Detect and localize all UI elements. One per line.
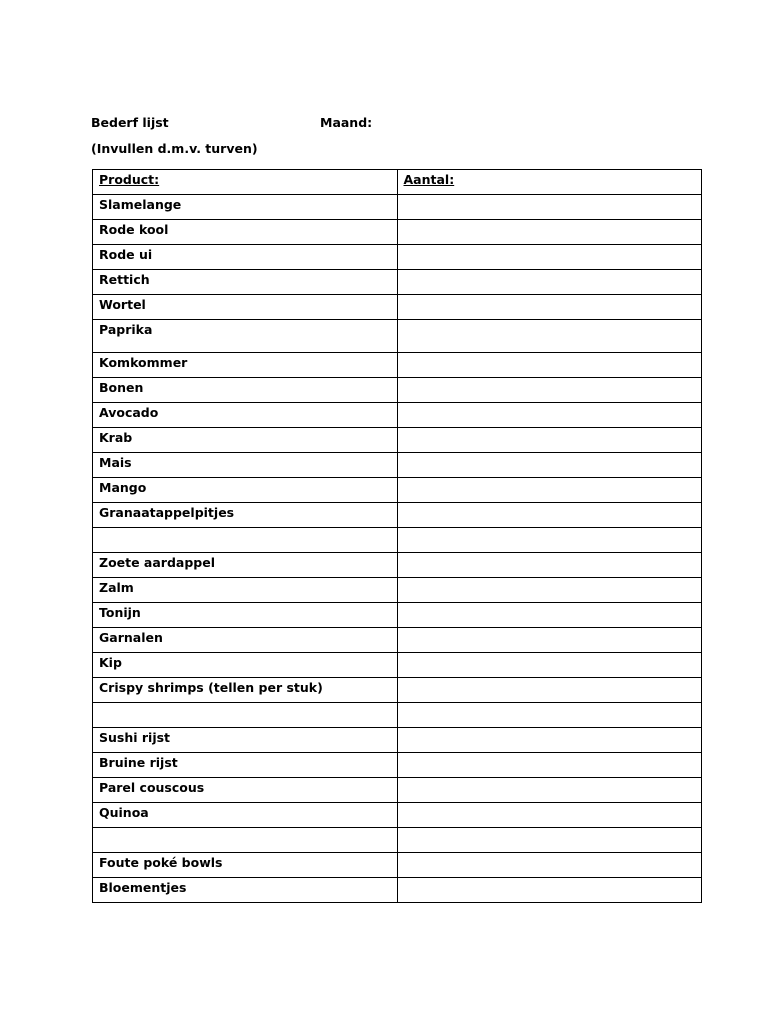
product-cell: Zalm — [93, 578, 398, 603]
amount-cell[interactable] — [397, 703, 702, 728]
product-cell: Garnalen — [93, 628, 398, 653]
product-cell: Komkommer — [93, 353, 398, 378]
product-cell: Rode ui — [93, 245, 398, 270]
amount-cell[interactable] — [397, 553, 702, 578]
amount-cell[interactable] — [397, 295, 702, 320]
table-row — [93, 778, 702, 803]
table-row — [93, 753, 702, 778]
table-row — [93, 428, 702, 453]
amount-cell[interactable] — [397, 195, 702, 220]
product-cell — [93, 828, 398, 853]
amount-cell[interactable] — [397, 578, 702, 603]
instruction-text: (Invullen d.m.v. turven) — [91, 141, 258, 156]
table-row — [93, 220, 702, 245]
amount-cell[interactable] — [397, 778, 702, 803]
amount-cell[interactable] — [397, 428, 702, 453]
product-cell: Quinoa — [93, 803, 398, 828]
amount-cell[interactable] — [397, 453, 702, 478]
product-cell: Kip — [93, 653, 398, 678]
amount-cell[interactable] — [397, 245, 702, 270]
table-row — [93, 528, 702, 553]
product-cell: Sushi rijst — [93, 728, 398, 753]
table-row — [93, 295, 702, 320]
amount-cell[interactable] — [397, 478, 702, 503]
amount-cell[interactable] — [397, 503, 702, 528]
product-cell: Zoete aardappel — [93, 553, 398, 578]
amount-cell[interactable] — [397, 603, 702, 628]
amount-cell[interactable] — [397, 378, 702, 403]
product-cell: Krab — [93, 428, 398, 453]
product-cell: Mais — [93, 453, 398, 478]
product-cell: Paprika — [93, 320, 398, 353]
product-cell: Slamelange — [93, 195, 398, 220]
amount-cell[interactable] — [397, 320, 702, 353]
table-row — [93, 403, 702, 428]
product-cell: Crispy shrimps (tellen per stuk) — [93, 678, 398, 703]
column-header-amount: Aantal: — [397, 170, 702, 195]
amount-cell[interactable] — [397, 528, 702, 553]
table-row — [93, 653, 702, 678]
product-cell: Foute poké bowls — [93, 853, 398, 878]
table-row — [93, 678, 702, 703]
waste-table — [92, 169, 702, 903]
table-row — [93, 803, 702, 828]
product-cell: Avocado — [93, 403, 398, 428]
table-row — [93, 853, 702, 878]
table-row — [93, 245, 702, 270]
product-cell: Rode kool — [93, 220, 398, 245]
product-cell: Bonen — [93, 378, 398, 403]
table-row — [93, 828, 702, 853]
product-cell: Bruine rijst — [93, 753, 398, 778]
amount-cell[interactable] — [397, 353, 702, 378]
amount-cell[interactable] — [397, 728, 702, 753]
amount-cell[interactable] — [397, 270, 702, 295]
table-row — [93, 603, 702, 628]
amount-cell[interactable] — [397, 653, 702, 678]
product-cell — [93, 528, 398, 553]
table-row — [93, 553, 702, 578]
table-row — [93, 628, 702, 653]
amount-cell[interactable] — [397, 853, 702, 878]
table-row — [93, 270, 702, 295]
month-label: Maand: — [320, 115, 373, 130]
amount-cell[interactable] — [397, 828, 702, 853]
table-row — [93, 728, 702, 753]
product-cell: Granaatappelpitjes — [93, 503, 398, 528]
amount-cell[interactable] — [397, 678, 702, 703]
product-cell: Bloementjes — [93, 878, 398, 903]
table-row — [93, 703, 702, 728]
table-row — [93, 453, 702, 478]
product-cell: Mango — [93, 478, 398, 503]
table-row — [93, 878, 702, 903]
table-row — [93, 378, 702, 403]
table-row — [93, 353, 702, 378]
amount-cell[interactable] — [397, 403, 702, 428]
amount-cell[interactable] — [397, 628, 702, 653]
page-title: Bederf lijst — [91, 115, 169, 130]
product-cell: Tonijn — [93, 603, 398, 628]
table-row — [93, 578, 702, 603]
product-cell: Wortel — [93, 295, 398, 320]
product-cell: Rettich — [93, 270, 398, 295]
table-row — [93, 320, 702, 353]
amount-cell[interactable] — [397, 878, 702, 903]
product-cell: Parel couscous — [93, 778, 398, 803]
table-row — [93, 478, 702, 503]
table-row — [93, 503, 702, 528]
table-header-row — [93, 170, 702, 195]
table-row — [93, 195, 702, 220]
amount-cell[interactable] — [397, 220, 702, 245]
column-header-product: Product: — [93, 170, 398, 195]
amount-cell[interactable] — [397, 753, 702, 778]
product-cell — [93, 703, 398, 728]
amount-cell[interactable] — [397, 803, 702, 828]
